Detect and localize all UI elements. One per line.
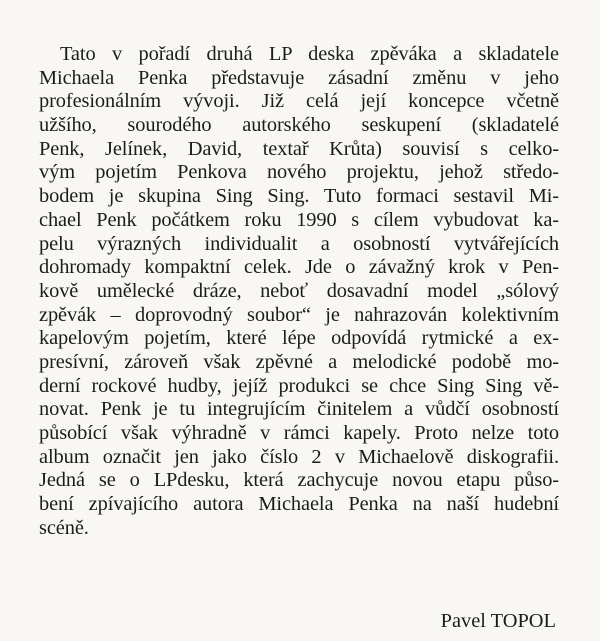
text-line: scéně.	[39, 516, 89, 539]
body-paragraph	[39, 43, 559, 540]
text-line: užšího, sourodého autorského seskupení (skladatelé	[39, 114, 559, 137]
text-line: kově umělecké dráze, neboť dosavadní model „sólový	[39, 279, 559, 302]
text-line: kapelovým pojetím, které lépe odpovídá rytmické a ex-	[39, 327, 559, 350]
text-line: novat. Penk je tu integrujícím činitelem a vůdčí osobností	[39, 398, 559, 421]
text-line: Jedná se o LPdesku, která zachycuje novou etapu půso-	[39, 469, 559, 492]
text-line: album označit jen jako číslo 2 v Michaelově diskografii.	[39, 445, 559, 468]
author-signature: Pavel TOPOL	[440, 610, 556, 632]
text-line: chael Penk počátkem roku 1990 s cílem vybudovat ka-	[39, 208, 559, 231]
text-line: působící však výhradně v rámci kapely. Proto nelze toto	[39, 422, 559, 444]
text-line: presívní, zároveň však zpěvné a melodické podobě mo-	[39, 350, 559, 373]
text-line: dohromady kompaktní celek. Jde o závažný krok v Pen-	[39, 256, 559, 279]
text-line: Tato v pořadí druhá LP deska zpěváka a skladatele	[60, 43, 559, 65]
text-line: Penk, Jelínek, David, textař Krůta) souvisí s celko-	[39, 137, 559, 160]
text-line: profesionálním vývoji. Již celá její koncepce včetně	[39, 90, 559, 113]
text-line: vým pojetím Penkova nového projektu, jehož středo-	[39, 161, 559, 184]
text-line: bodem je skupina Sing Sing. Tuto formaci sestavil Mi-	[39, 185, 559, 208]
text-line: Michaela Penka představuje zásadní změnu v jeho	[39, 66, 559, 89]
text-line: bení zpívajícího autora Michaela Penka na naší hudební	[39, 493, 559, 516]
text-line: derní rockové hudby, jejíž produkci se chce Sing Sing vě-	[39, 374, 559, 397]
text-line: pelu výrazných individualit a osobností vytvářejících	[39, 232, 559, 255]
text-line: zpěvák – doprovodný soubor“ je nahrazován kolektivním	[39, 303, 559, 326]
